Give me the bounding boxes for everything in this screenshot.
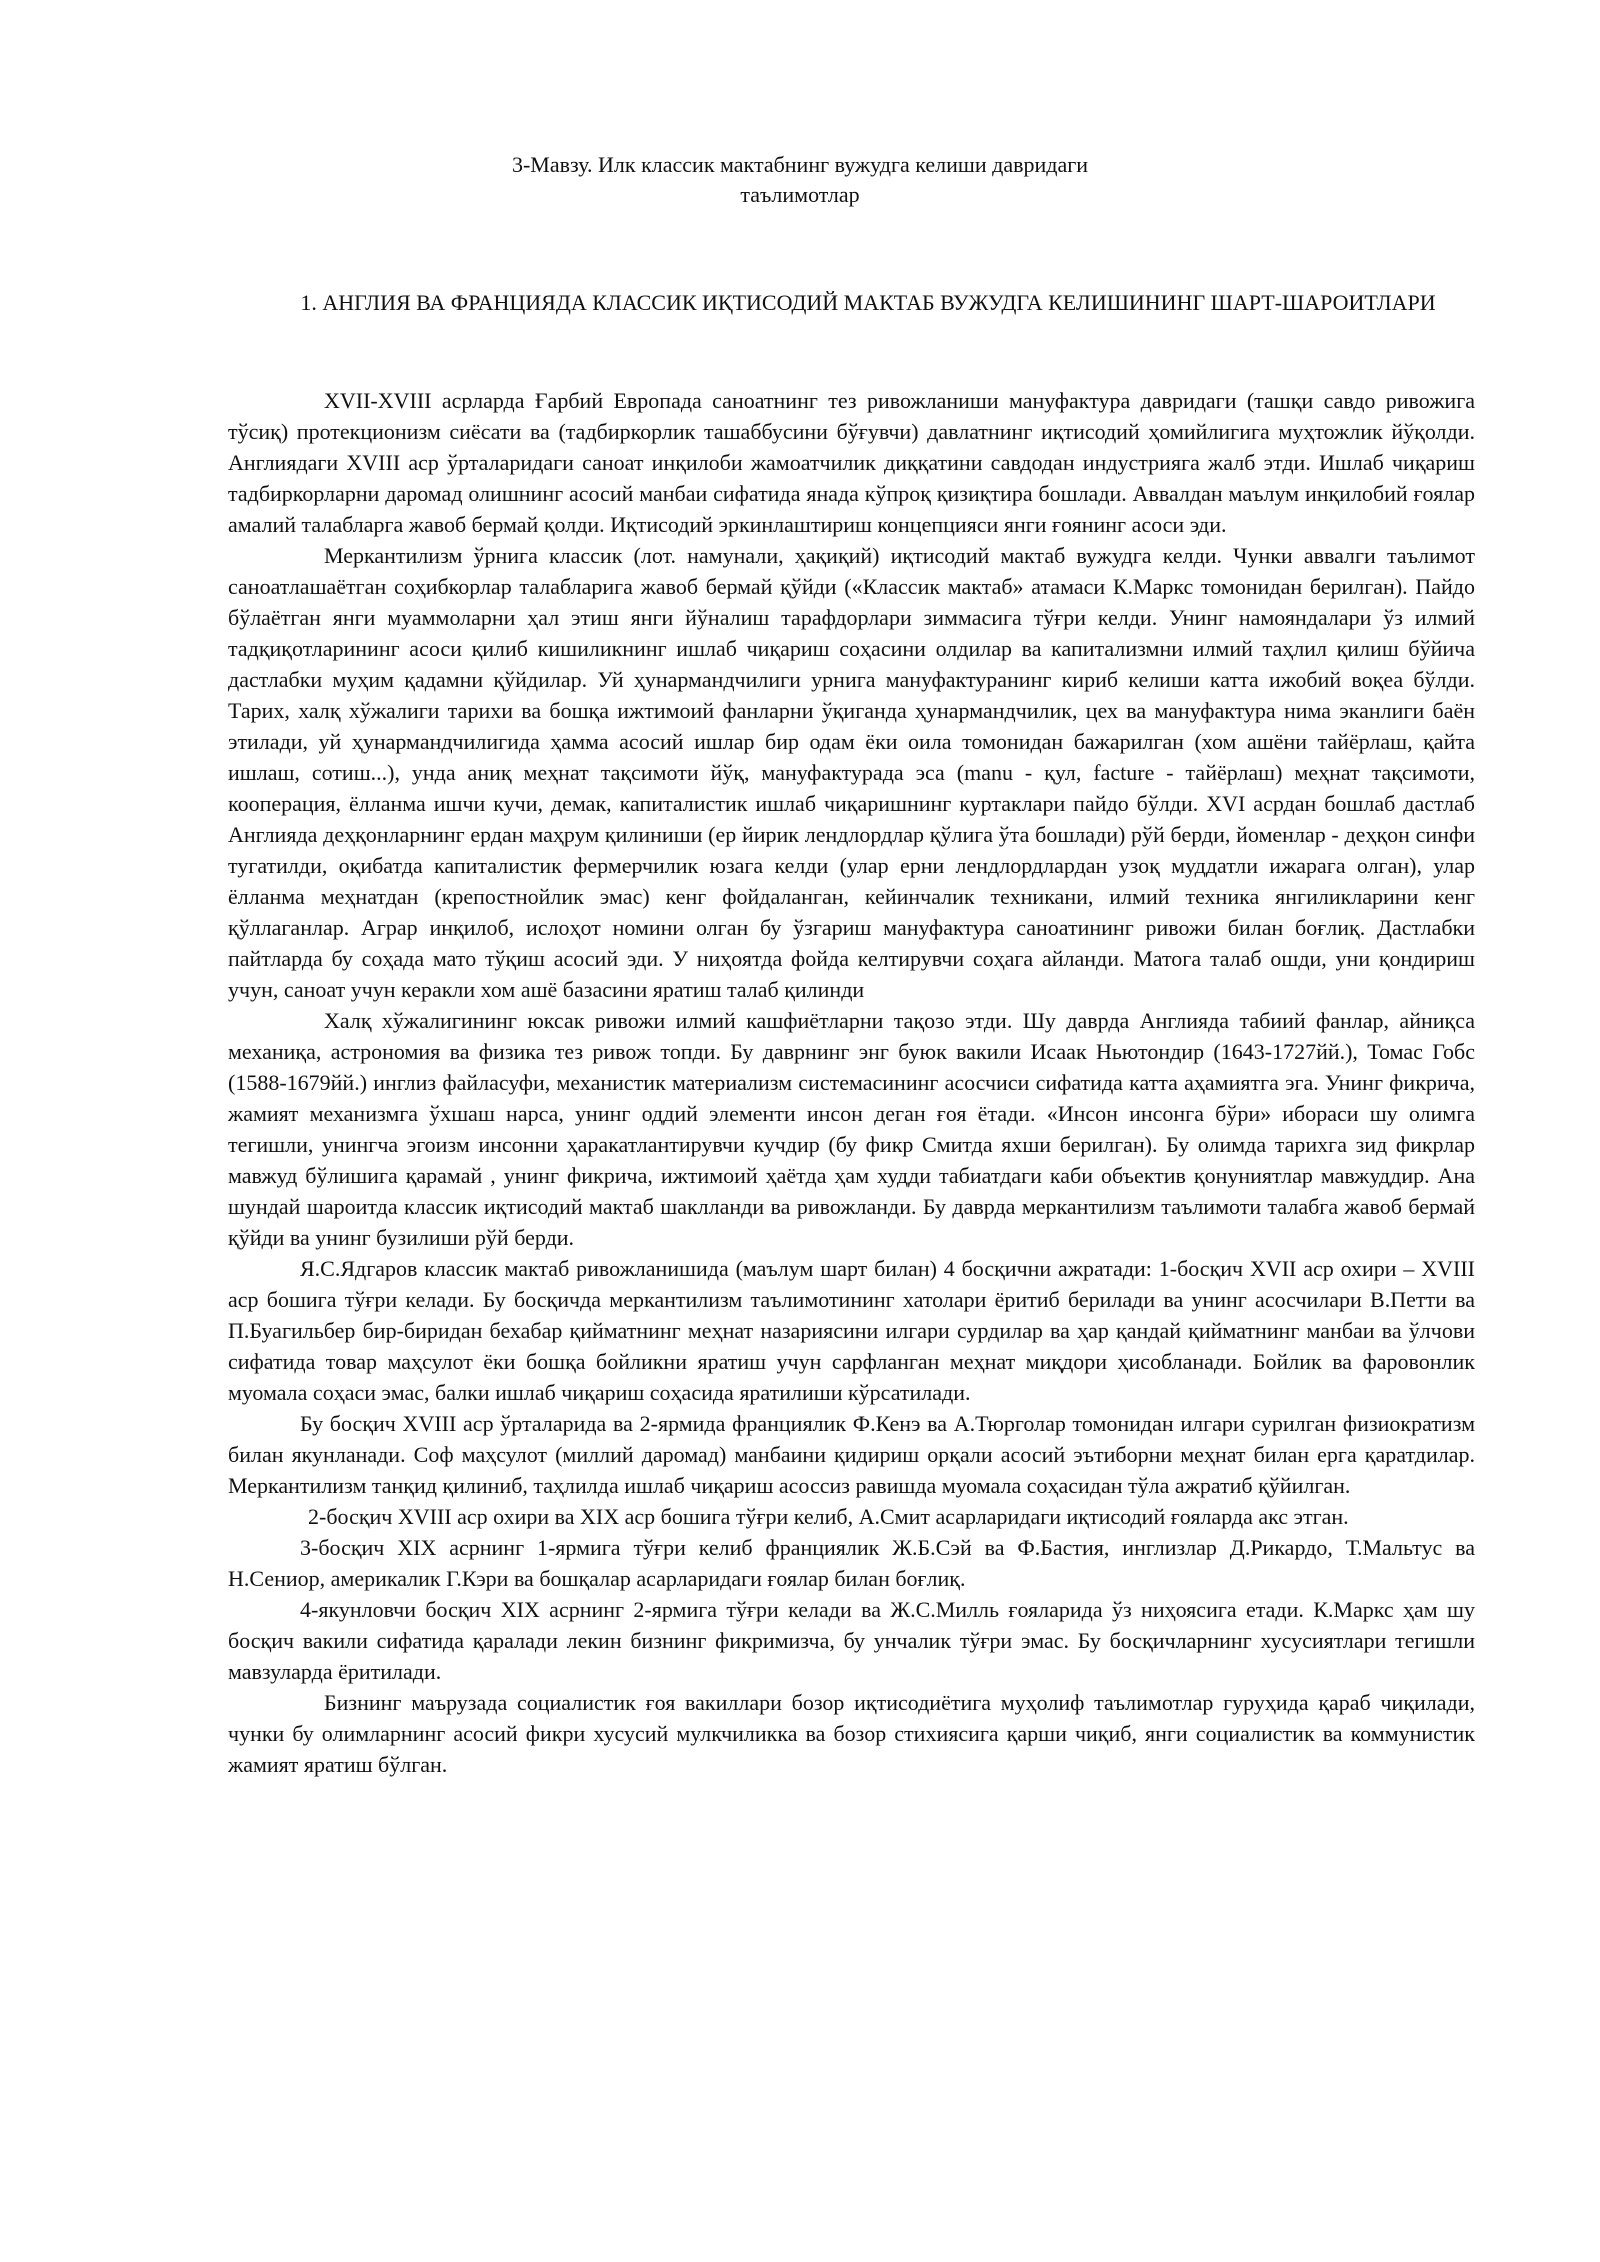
page-title xyxy=(420,150,1180,210)
section-heading: 1. АНГЛИЯ ВА ФРАНЦИЯДА КЛАССИК ИҚТИСОДИЙ МАКТАБ ВУЖУДГА КЕЛИШИНИНГ ШАРТ-ШАРОИТЛАРИ xyxy=(300,290,1436,315)
document-body xyxy=(228,385,1475,1780)
paragraph-1: XVII-XVIII асрларда Ғарбий Европада саноатнинг тез ривожланиши мануфактура давридаги (ташқи савдо ривожига тўсиқ) протекционизм сиёсати ва (тадбиркорлик ташаббусини бўғувчи) давлатнинг иқтисодий ҳомийлигига муҳтожлик йўқолди. Англиядаги XVIII аср ўрталаридаги саноат инқилоби жамоатчилик диққатини савдодан индустрияга жалб этди. Ишлаб чиқариш тадбиркорларни даромад олишнинг асосий манбаи сифатида янада кўпроқ қизиқтира бошлади. Аввалдан маълум инқилобий ғоялар амалий талабларга жавоб бермай қолди. Иқтисодий эркинлаштириш концепцияси янги ғоянинг асоси эди. xyxy=(228,388,1475,537)
page-title-line-2: таълимотлар xyxy=(740,182,860,207)
paragraph-8: 4-якунловчи босқич XIX асрнинг 2-ярмига тўғри келади ва Ж.С.Милль ғояларида ўз ниҳоясига етади. К.Маркс ҳам шу босқич вакили сифатида қаралади лекин бизнинг фикримизча, бу унчалик тўғри эмас. Бу босқичларнинг хусусиятлари тегишли мавзуларда ёритилади. xyxy=(228,1597,1475,1684)
paragraph-5: Бу босқич XVIII аср ўрталарида ва 2-ярмида франциялик Ф.Кенэ ва А.Тюрголар томонидан илгари сурилган физиократизм билан якунланади. Соф маҳсулот (миллий даромад) манбаини қидириш орқали асосий эътиборни меҳнат билан ерга қаратдилар. Меркантилизм танқид қилиниб, таҳлилда ишлаб чиқариш асоссиз равишда муомала соҳасидан тўла ажратиб қўйилган. xyxy=(228,1411,1475,1498)
paragraph-9: Бизнинг маърузада социалистик ғоя вакиллари бозор иқтисодиётига муҳолиф таълимотлар гуруҳида қараб чиқилади, чунки бу олимларнинг асосий фикри хусусий мулкчиликка ва бозор стихиясига қарши чиқиб, янги социалистик ва коммунистик жамият яратиш бўлган. xyxy=(228,1690,1475,1777)
paragraph-3: Халқ хўжалигининг юксак ривожи илмий кашфиётларни тақозо этди. Шу даврда Англияда табиий фанлар, айниқса механиқа, астрономия ва физика тез ривож топди. Бу даврнинг энг буюк вакили Исаак Ньютондир (1643-1727йй.), Томас Гобс (1588-1679йй.) инглиз файласуфи, механистик материализм системасининг асосчиси сифатида катта аҳамиятга эга. Унинг фикрича, жамият механизмга ўхшаш нарса, унинг оддий элементи инсон деган ғоя ётади. «Инсон инсонга бўри» ибораси шу олимга тегишли, унингча эгоизм инсонни ҳаракатлантирувчи кучдир (бу фикр Смитда яхши берилган). Бу олимда тарихга зид фикрлар мавжуд бўлишига қарамай , унинг фикрича, ижтимоий ҳаётда ҳам худди табиатдаги каби объектив қонуниятлар мавжуддир. Ана шундай шароитда классик иқтисодий мактаб шаклланди ва ривожланди. Бу даврда меркантилизм таълимоти талабга жавоб бермай қўйди ва унинг бузилиши рўй берди. xyxy=(228,1008,1475,1250)
paragraph-4: Я.С.Ядгаров классик мактаб ривожланишида (маълум шарт билан) 4 босқични ажратади: 1-босқич XVII аср охири – XVIII аср бошига тўғри келади. Бу босқичда меркантилизм таълимотининг хатолари ёритиб берилади ва унинг асосчилари В.Петти ва П.Буагильбер бир-биридан бехабар қийматнинг меҳнат назариясини илгари сурдилар ва ҳар қандай қийматнинг манбаи ва ўлчови сифатида товар маҳсулот ёки бошқа бойликни яратиш учун сарфланган меҳнат миқдори ҳисобланади. Бойлик ва фаровонлик муомала соҳаси эмас, балки ишлаб чиқариш соҳасида яратилиши кўрсатилади. xyxy=(228,1256,1475,1405)
page-title-line-1: 3-Мавзу. Илк классик мактабнинг вужудга келиши давридаги xyxy=(511,152,1089,177)
paragraph-6: 2-босқич XVIII аср охири ва XIX аср бошига тўғри келиб, А.Смит асарларидаги иқтисодий ғояларда акс этган. xyxy=(308,1504,1349,1529)
paragraph-2: Меркантилизм ўрнига классик (лот. намунали, ҳақиқий) иқтисодий мактаб вужудга келди. Чунки аввалги таълимот саноатлашаётган соҳибкорлар талабларига жавоб бермай қўйди («Классик мактаб» атамаси К.Маркс томонидан берилган). Пайдо бўлаётган янги муаммоларни ҳал этиш янги йўналиш тарафдорлари зиммасига тўғри келди. Унинг намояндалари ўз илмий тадқиқотларининг асоси қилиб кишиликнинг ишлаб чиқариш соҳасини олдилар ва капитализмни илмий таҳлил қилиш бўйича дастлабки муҳим қадамни қўйдилар. Уй ҳунармандчилиги урнига мануфактуранинг кириб келиши катта ижобий воқеа бўлди. Тарих, халқ хўжалиги тарихи ва бошқа ижтимоий фанларни ўқиганда ҳунармандчилик, цех ва мануфактура нима эканлиги баён этилади, уй ҳунармандчилигида ҳамма асосий ишлар бир одам ёки оила томонидан бажарилган (хом ашёни тайёрлаш, қайта ишлаш, сотиш...), унда аниқ меҳнат тақсимоти йўқ, мануфактурада эса (manu - қул, facture - тайёрлаш) меҳнат тақсимоти, кооперация, ёлланма ишчи кучи, демак, капиталистик ишлаб чиқаришнинг куртаклари пайдо бўлди. XVI асрдан бошлаб дастлаб Англияда деҳқонларнинг ердан маҳрум қилиниши (ер йирик лендлордлар қўлига ўта бошлади) рўй берди, йоменлар - деҳқон синфи тугатилди, оқибатда капиталистик фермерчилик юзага келди (улар ерни лендлордлардан узоқ муддатли ижарага олган), улар ёлланма меҳнатдан (крепостнойлик эмас) кенг фойдаланган, кейинчалик техникани, илмий техника янгиликларини кенг қўллаганлар. Аграр инқилоб, ислоҳот номини олган бу ўзгариш мануфактура саноатининг ривожи билан боғлиқ. Дастлабки пайтларда бу соҳада мато тўқиш асосий эди. У ниҳоятда фойда келтирувчи соҳага айланди. Матога талаб ошди, уни қондириш учун, саноат учун керакли хом ашё базасини яратиш талаб қилинди xyxy=(228,543,1475,1002)
paragraph-7: 3-босқич XIX асрнинг 1-ярмига тўғри келиб франциялик Ж.Б.Сэй ва Ф.Бастия, инглизлар Д.Рикардо, Т.Мальтус ва Н.Сениор, америкалик Г.Кэри ва бошқалар асарларидаги ғоялар билан боғлиқ. xyxy=(228,1535,1475,1591)
